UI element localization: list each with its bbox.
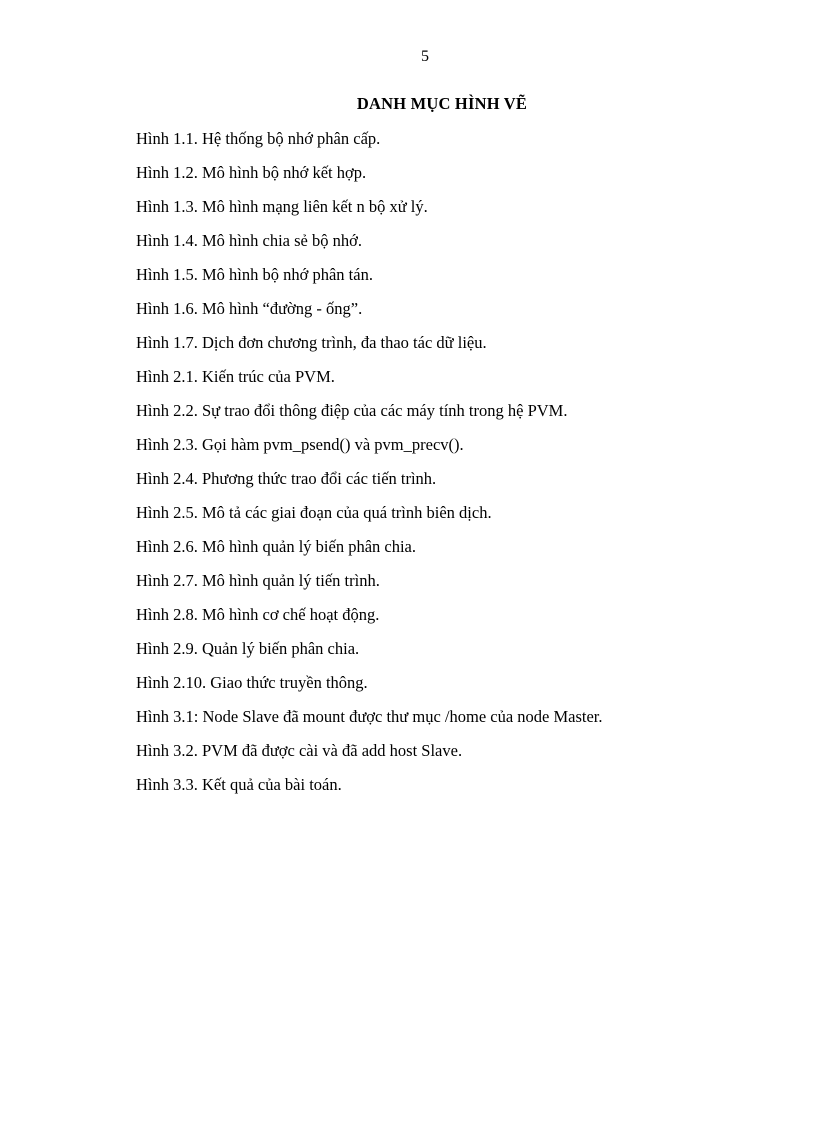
- page-title: DANH MỤC HÌNH VẼ: [356, 94, 528, 113]
- figure-item: Hình 2.9. Quản lý biến phân chia.: [136, 639, 360, 658]
- figure-list: [136, 127, 603, 807]
- figure-item: Hình 1.4. Mô hình chia sẻ bộ nhớ.: [136, 231, 362, 250]
- figure-item: Hình 1.1. Hệ thống bộ nhớ phân cấp.: [136, 129, 381, 148]
- figure-item: Hình 2.4. Phương thức trao đổi các tiến trình.: [136, 469, 437, 488]
- figure-item: Hình 1.2. Mô hình bộ nhớ kết hợp.: [136, 163, 367, 182]
- figure-item: Hình 2.3. Gọi hàm pvm_psend() và pvm_precv().: [136, 435, 464, 454]
- figure-item: Hình 3.3. Kết quả của bài toán.: [136, 775, 342, 794]
- figure-item: Hình 2.1. Kiến trúc của PVM.: [136, 367, 335, 386]
- figure-item: Hình 2.6. Mô hình quản lý biến phân chia.: [136, 537, 417, 556]
- page-number: 5: [421, 48, 429, 65]
- figure-item: Hình 3.2. PVM đã được cài và đã add host Slave.: [136, 741, 463, 760]
- figure-item: Hình 1.5. Mô hình bộ nhớ phân tán.: [136, 265, 373, 284]
- figure-item: Hình 1.7. Dịch đơn chương trình, đa thao tác dữ liệu.: [136, 333, 487, 352]
- figure-item: Hình 2.8. Mô hình cơ chế hoạt động.: [136, 605, 380, 624]
- figure-item: Hình 3.1: Node Slave đã mount được thư mục /home của node Master.: [136, 707, 603, 726]
- figure-item: Hình 2.10. Giao thức truyền thông.: [136, 673, 368, 692]
- figure-item: Hình 2.2. Sự trao đổi thông điệp của các máy tính trong hệ PVM.: [136, 401, 568, 420]
- figure-item: Hình 1.3. Mô hình mạng liên kết n bộ xử lý.: [136, 197, 428, 216]
- figure-item: Hình 1.6. Mô hình “đường - ống”.: [136, 299, 363, 318]
- figure-item: Hình 2.5. Mô tả các giai đoạn của quá trình biên dịch.: [136, 503, 492, 522]
- figure-item: Hình 2.7. Mô hình quản lý tiến trình.: [136, 571, 380, 590]
